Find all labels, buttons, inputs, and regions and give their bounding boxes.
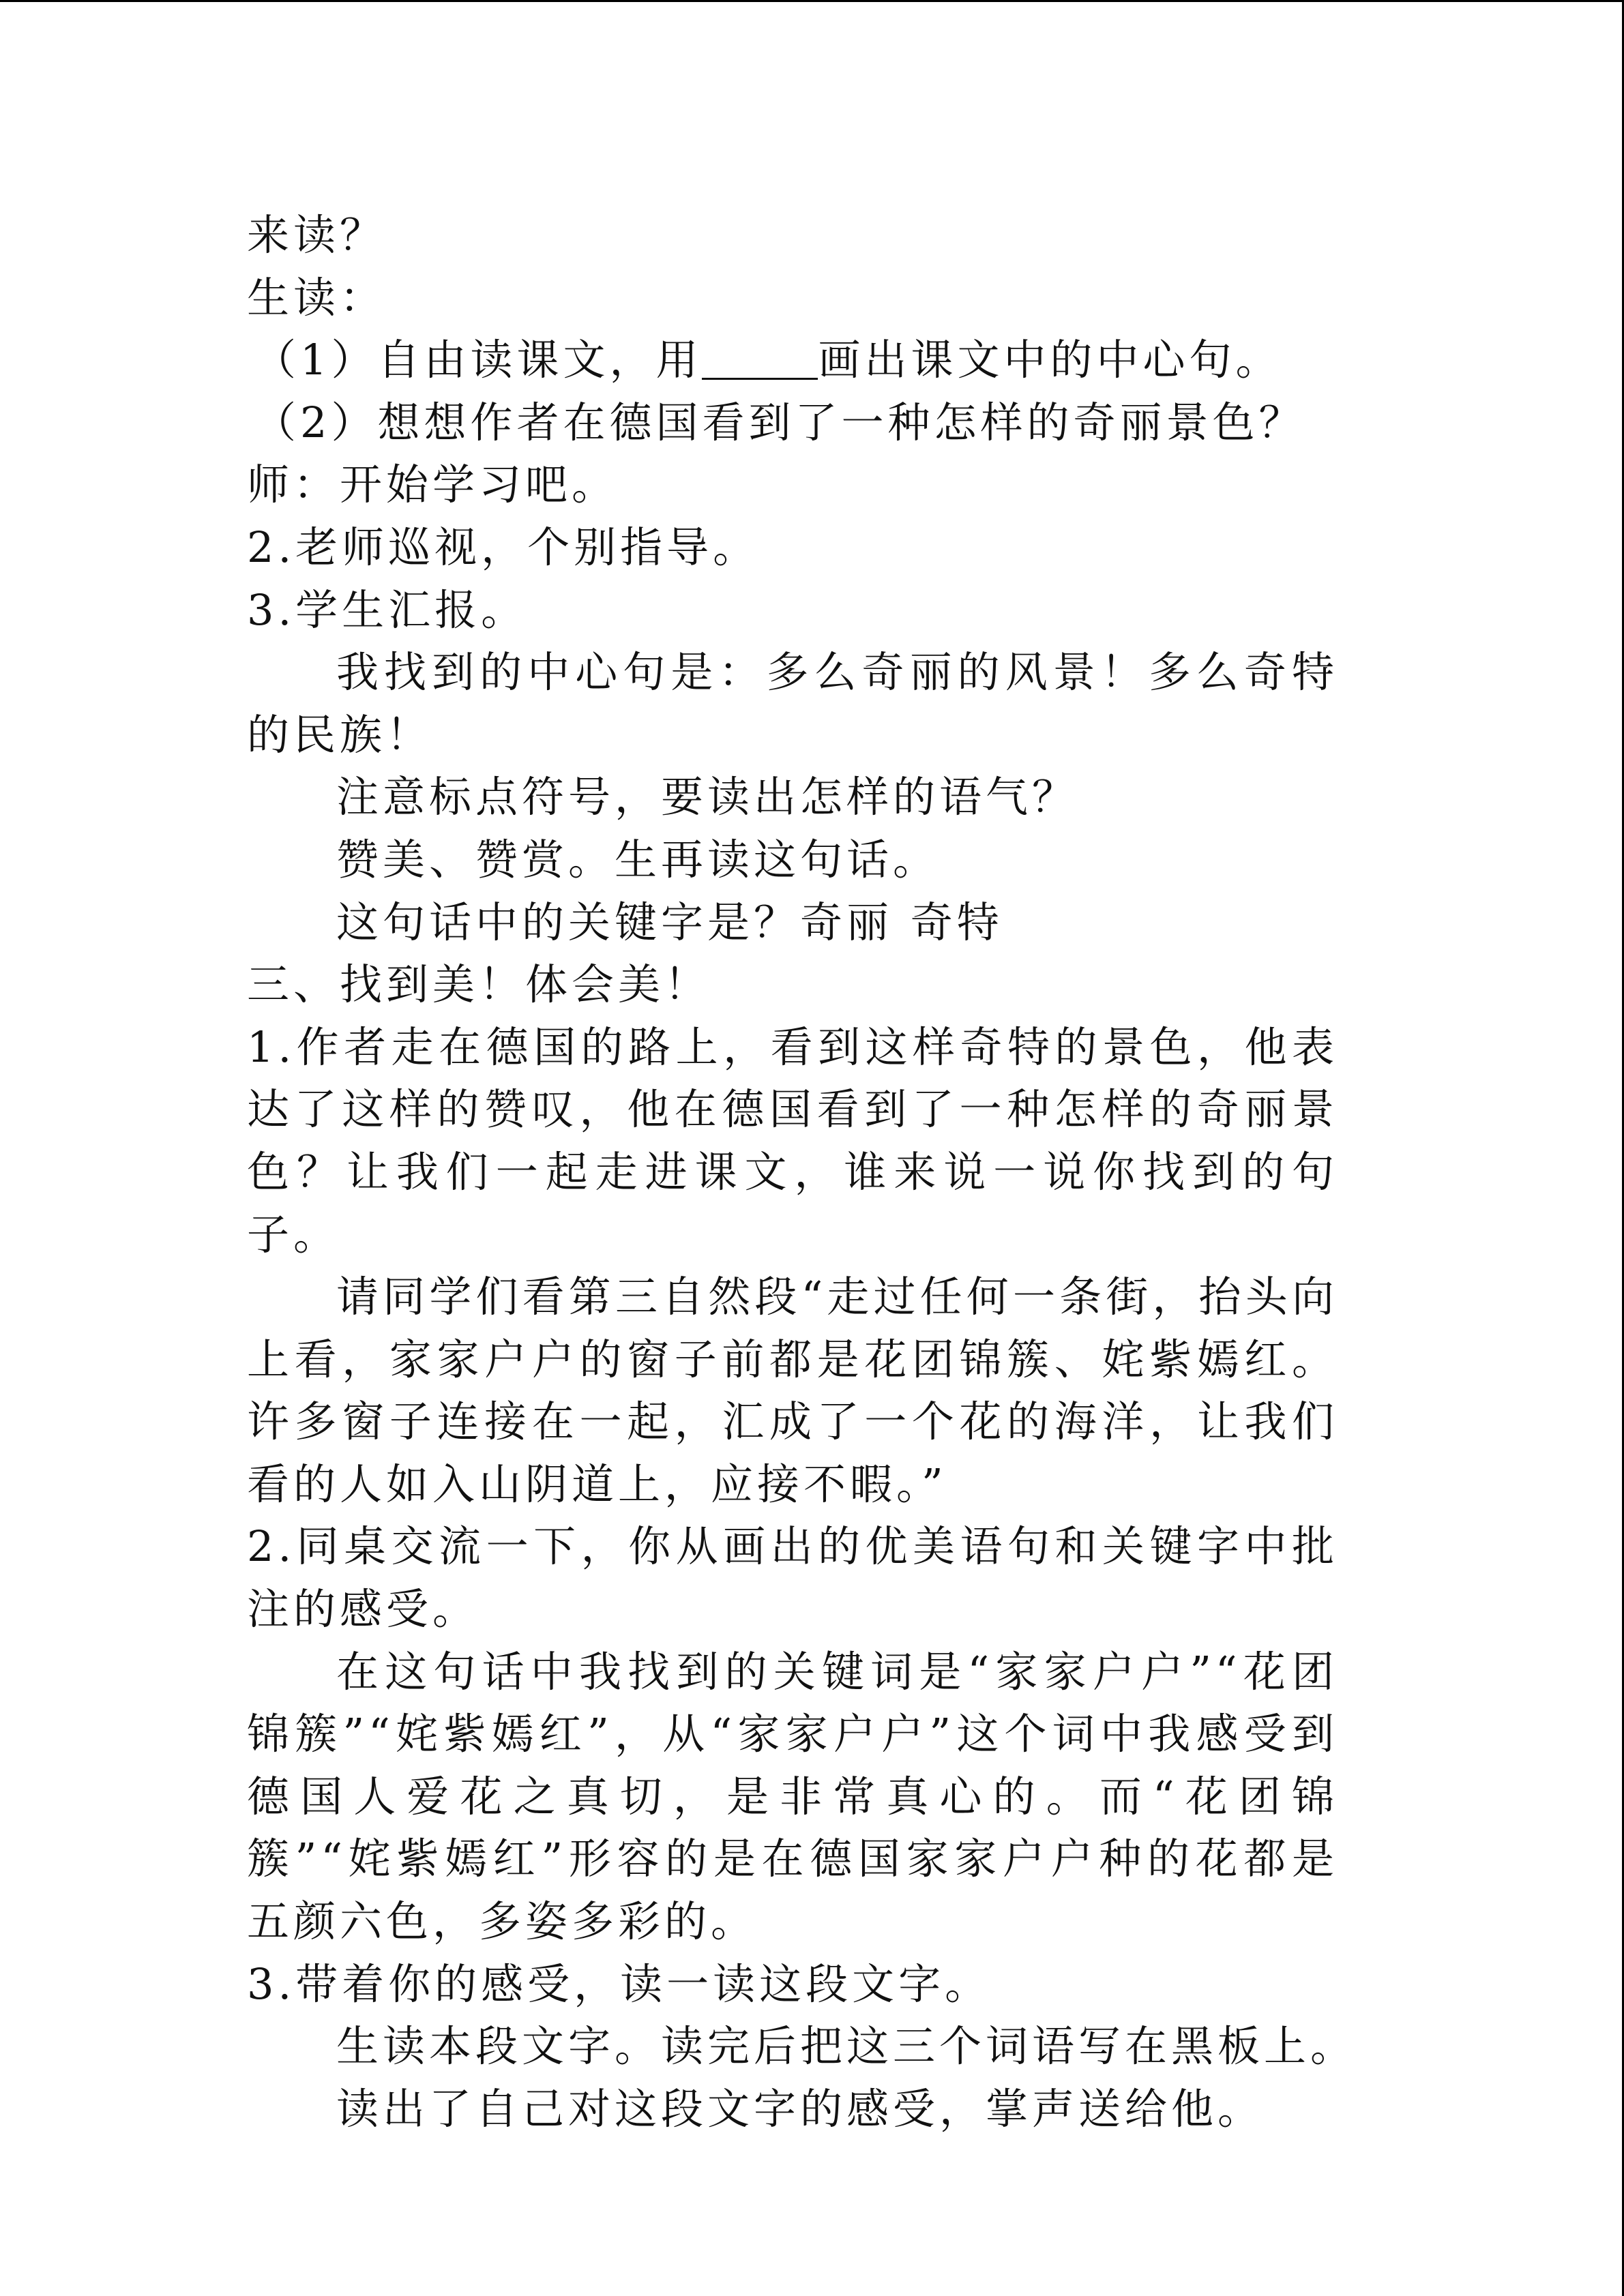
question-2: （2）想想作者在德国看到了一种怎样的奇丽景色？ [254, 397, 1305, 447]
paragraph: 在这句话中我找到的关键词是“家家户户”“花团锦簇”“姹紫嫣红”，从“家家户户”这个词中我感受到德国人爱花之真切，是非常真心的。而“花团锦簇”“姹紫嫣红”形容的是在德国家家户户种的花都是五颜六色，多姿多彩的。 [247, 1646, 1338, 1947]
question-1-text-a: （1）自由读课文，用 [254, 335, 703, 385]
text-line: 来读？ [247, 210, 387, 260]
text-line: 生读： [247, 272, 387, 323]
text-line: 注意标点符号，要读出怎样的语气？ [336, 772, 1079, 822]
paragraph: 请同学们看第三自然段“走过任何一条街，抬头向上看，家家户户的窗子前都是花团锦簇、姹紫嫣红。许多窗子连接在一起，汇成了一个花的海洋，让我们看的人如入山阴道上，应接不暇。” [247, 1272, 1338, 1509]
text-line: 这句话中的关键字是？奇丽 奇特 [336, 897, 1003, 947]
section-heading: 三、找到美！体会美！ [247, 959, 711, 1010]
text-line: 3.带着你的感受，读一读这段文字。 [247, 1958, 992, 2009]
text-line: 3.学生汇报。 [247, 584, 528, 635]
text-line: 生读本段文字。读完后把这三个词语写在黑板上。 [336, 2021, 1357, 2072]
paragraph: 我找到的中心句是：多么奇丽的风景！多么奇特的民族！ [247, 647, 1338, 760]
paragraph: 1.作者走在德国的路上，看到这样奇特的景色，他表达了这样的赞叹，他在德国看到了一种怎样的奇丽景色？让我们一起走进课文，谁来说一说你找到的句子。 [247, 1022, 1338, 1259]
text-line: 读出了自己对这段文字的感受，掌声送给他。 [336, 2083, 1265, 2134]
text-line: 师：开始学习吧。 [247, 460, 619, 510]
text-line: 赞美、赞赏。生再读这句话。 [336, 834, 940, 884]
question-1-text-b: 画出课文中的中心句。 [818, 335, 1282, 385]
question-1 [247, 329, 1338, 391]
answer-blank [702, 336, 818, 380]
text-line: 2.老师巡视，个别指导。 [247, 522, 760, 572]
document-body [247, 204, 1357, 2140]
paragraph: 2.同桌交流一下，你从画出的优美语句和关键字中批注的感受。 [247, 1521, 1338, 1635]
